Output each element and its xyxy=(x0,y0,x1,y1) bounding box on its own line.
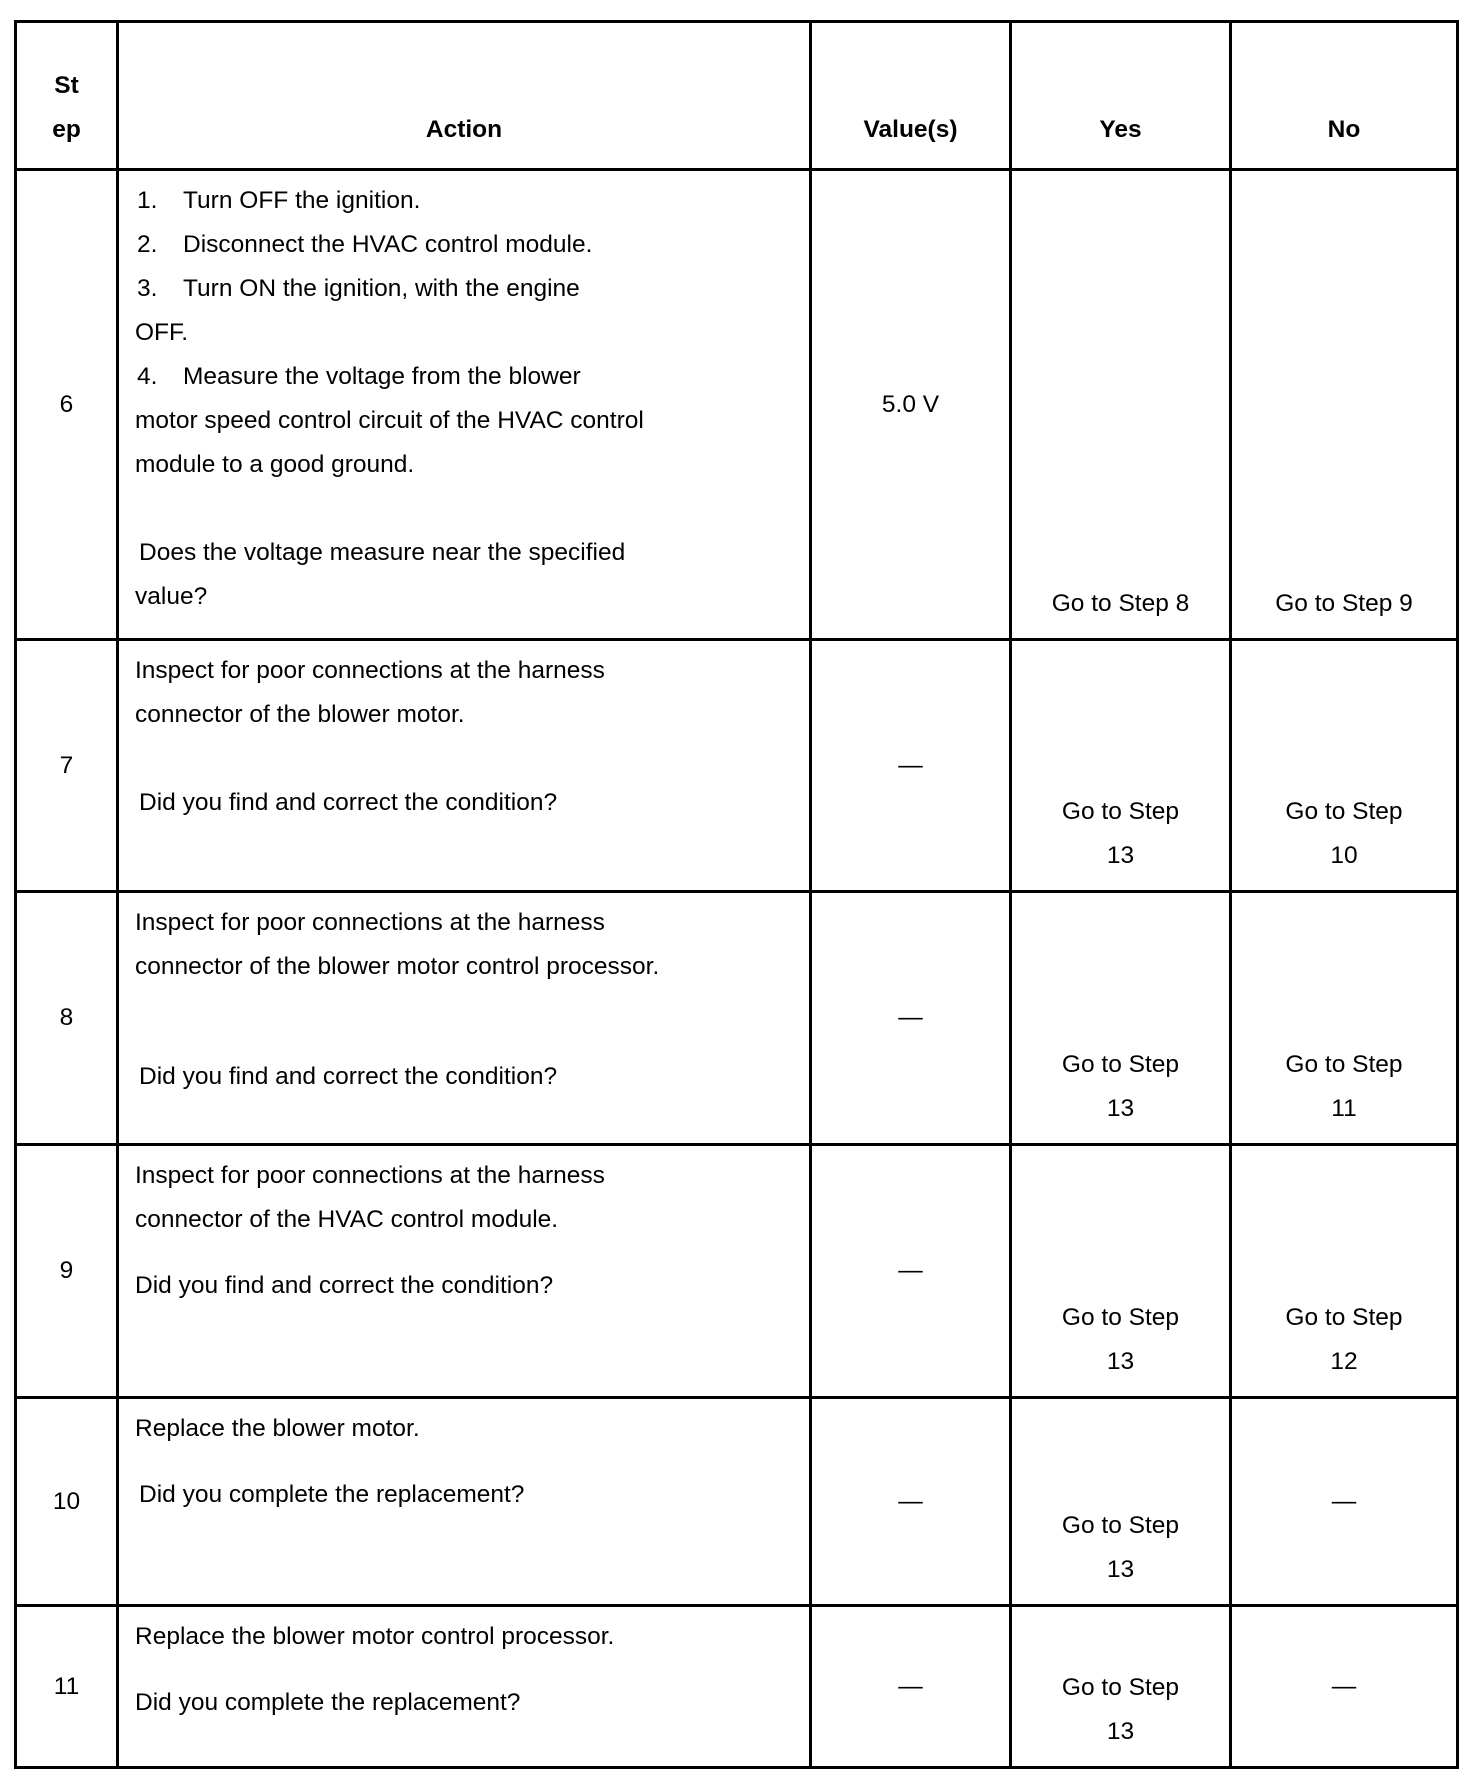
question: Did you find and correct the condition? xyxy=(139,789,558,816)
action-step-3-cont: OFF. xyxy=(135,319,189,346)
yes-cell: Go to Step 13 xyxy=(1011,640,1231,892)
yes-cell: Go to Step 13 xyxy=(1011,1606,1231,1768)
step-number: 10 xyxy=(16,1398,118,1606)
yes-cell: Go to Step 8 xyxy=(1011,170,1231,640)
table-row-step-6 xyxy=(16,170,1458,640)
value-cell: — xyxy=(811,640,1011,892)
table-row-step-10 xyxy=(16,1398,1458,1606)
no-cell: Go to Step 10 xyxy=(1231,640,1458,892)
value-cell: — xyxy=(811,1145,1011,1398)
step-header-line1: St xyxy=(54,72,79,99)
no-cell: Go to Step 12 xyxy=(1231,1145,1458,1398)
values-header: Value(s) xyxy=(811,22,1011,170)
header-row xyxy=(16,22,1458,170)
question: Did you complete the replacement? xyxy=(139,1481,525,1508)
action-cell xyxy=(118,1145,811,1398)
step-number: 9 xyxy=(16,1145,118,1398)
yes-header: Yes xyxy=(1011,22,1231,170)
action-header: Action xyxy=(118,22,811,170)
action-line2: connector of the blower motor. xyxy=(135,701,465,728)
action-cell xyxy=(118,1398,811,1606)
action-cell xyxy=(118,1606,811,1768)
value-cell: — xyxy=(811,1606,1011,1768)
action-line2: connector of the blower motor control processor. xyxy=(135,953,660,980)
step-number: 8 xyxy=(16,892,118,1145)
step-header xyxy=(16,22,118,170)
question: Did you find and correct the condition? xyxy=(135,1272,554,1299)
step-header-line2: ep xyxy=(52,116,81,143)
action-step-3: 3. Turn ON the ignition, with the engine xyxy=(137,275,580,302)
action-line1: Replace the blower motor. xyxy=(135,1415,420,1442)
action-step-4-line2: motor speed control circuit of the HVAC control xyxy=(135,407,644,434)
action-line2: connector of the HVAC control module. xyxy=(135,1206,559,1233)
action-step-2: 2. Disconnect the HVAC control module. xyxy=(137,231,593,258)
action-line1: Replace the blower motor control processor. xyxy=(135,1623,615,1650)
value-cell: — xyxy=(811,1398,1011,1606)
step-number: 6 xyxy=(16,170,118,640)
question: Did you complete the replacement? xyxy=(135,1689,521,1716)
diagnostic-table xyxy=(14,20,1459,1769)
table-row-step-9 xyxy=(16,1145,1458,1398)
table-row-step-8 xyxy=(16,892,1458,1145)
step-number: 11 xyxy=(16,1606,118,1768)
action-line1: Inspect for poor connections at the harness xyxy=(135,1162,605,1189)
action-step-4: 4. Measure the voltage from the blower xyxy=(137,363,581,390)
action-step-1: 1. Turn OFF the ignition. xyxy=(137,187,421,214)
table-row-step-11 xyxy=(16,1606,1458,1768)
action-line1: Inspect for poor connections at the harness xyxy=(135,909,605,936)
action-cell xyxy=(118,170,811,640)
action-cell xyxy=(118,640,811,892)
value-cell: 5.0 V xyxy=(811,170,1011,640)
question-line1: Does the voltage measure near the specified xyxy=(139,539,626,566)
action-cell xyxy=(118,892,811,1145)
yes-cell: Go to Step 13 xyxy=(1011,892,1231,1145)
action-step-4-line3: module to a good ground. xyxy=(135,451,415,478)
question: Did you find and correct the condition? xyxy=(139,1063,558,1090)
no-header: No xyxy=(1231,22,1458,170)
action-line1: Inspect for poor connections at the harness xyxy=(135,657,605,684)
step-number: 7 xyxy=(16,640,118,892)
no-cell: Go to Step 11 xyxy=(1231,892,1458,1145)
yes-cell: Go to Step 13 xyxy=(1011,1145,1231,1398)
question-line2: value? xyxy=(135,583,208,610)
no-cell: Go to Step 9 xyxy=(1231,170,1458,640)
no-cell: — xyxy=(1231,1398,1458,1606)
value-cell: — xyxy=(811,892,1011,1145)
table-row-step-7 xyxy=(16,640,1458,892)
yes-cell: Go to Step 13 xyxy=(1011,1398,1231,1606)
no-cell: — xyxy=(1231,1606,1458,1768)
